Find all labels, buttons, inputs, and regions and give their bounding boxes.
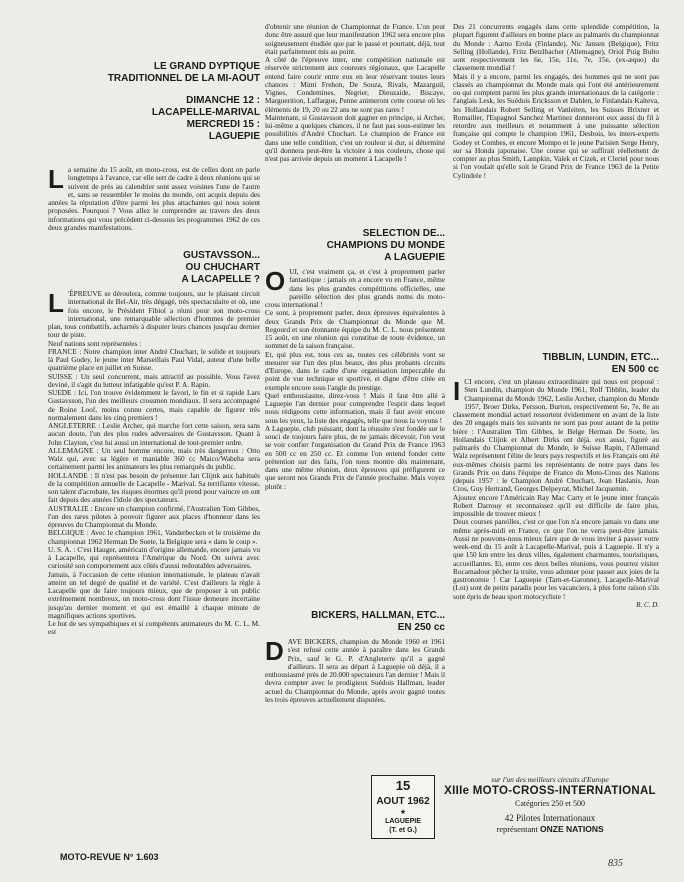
paragraph: U. S. A. : C'est Hauger, américain d'origine allemande, encore jamais vu à Lacapelle, qui représentera l'Amérique du Nord. On suivra avec curiosité son comportement aux côtés d'aussi redoutables adversaires. bbox=[48, 544, 260, 571]
heading-line: TIBBLIN, LUNDIN, ETC... bbox=[542, 352, 659, 363]
ad-event-name: XIIIe MOTO-CROSS-INTERNATIONAL bbox=[444, 785, 656, 797]
paragraph: d'obtenir une réunion de Championnat de France. L'on peut donc être assuré que leur manifestation 1962 sera encore plus soigneusement étudiée que par le passé et pourtant, déjà, tout était parfaitement mis au point. bbox=[265, 22, 445, 56]
drop-cap: I bbox=[453, 376, 461, 406]
ad-nations-label: représentant bbox=[496, 824, 538, 834]
ad-pilots: 42 Pilotes Internationaux bbox=[504, 813, 596, 823]
paragraph: BELGIQUE : Avec le champion 1961, Vanderbecken et le troisième du championnat 1962 Herman De Soete, la Belgique sera « dans le coup ». bbox=[48, 528, 260, 546]
ad-department: (T. et G.) bbox=[389, 827, 417, 834]
subtitle-line-3: MERCREDI 15 : bbox=[186, 119, 260, 130]
paragraph: a semaine du 15 août, en moto-cross, est de celles dont on parle longtemps à l'avance, car elle sert de cadre à deux réunions qui se suivent de près au calendrier sont assez voisines l'une de l'autre et, sans se ressembler le moins du monde, ont acquis depuis des années la réputation d'être parmi les plus attachantes qui nous soient proposées. Pourquoi ? Vous allez le comprendre au travers des deux informations qui vous précèdent ci-dessous les programmes 1962 de ces deux grandes manifestations. bbox=[48, 165, 260, 232]
section-heading-500cc bbox=[453, 352, 659, 376]
lacapelle-article bbox=[48, 290, 260, 637]
section-heading-250cc bbox=[265, 610, 445, 634]
lacapelle-continued bbox=[265, 23, 445, 163]
title-line-2: TRADITIONNEL DE LA MI-AOUT bbox=[107, 73, 260, 84]
author-signature: R. C. D. bbox=[636, 600, 659, 609]
section-heading-gustavsson bbox=[48, 250, 260, 286]
paragraph: ALLEMAGNE : Un seul homme encore, mais très dangereux : Otto Walz qui, avec sa légère et maniable 360 cc Maico/Wabeha sera certainement parmi les animateurs les plus remarqués du public. bbox=[48, 445, 260, 472]
paragraph: Quel enthousiasme, direz-vous ! Mais il faut être allé à Laguepie l'an dernier pour comprendre l'esprit dans lequel nous rédigeons cette information, mais il faut avoir encore sous les yeux, la liste des engagés, telle que nous la voyons ! bbox=[265, 390, 445, 425]
title-line-1: LE GRAND DYPTIQUE bbox=[153, 61, 260, 72]
ad-date-box bbox=[371, 775, 435, 839]
laguepie-article bbox=[265, 268, 445, 491]
heading-line: GUSTAVSSON... bbox=[183, 250, 260, 261]
250cc-continued bbox=[453, 23, 659, 180]
drop-cap: L bbox=[48, 164, 64, 194]
star-icon: ★ bbox=[399, 809, 407, 816]
heading-line: EN 250 cc bbox=[397, 622, 445, 633]
intro-paragraph bbox=[48, 166, 260, 232]
ad-town: LAGUEPIE bbox=[385, 818, 421, 825]
intro-heading bbox=[48, 61, 260, 143]
paragraph: SUISSE : Un seul concurrent, mais attractif au possible. Vous l'avez deviné, il s'agit du lutteur infatigable qu'est P. A. Rapin. bbox=[48, 371, 260, 389]
section-heading-laguepie bbox=[265, 228, 445, 264]
paragraph: Neuf nations sont représentées : bbox=[48, 338, 142, 348]
ad-nations bbox=[437, 824, 663, 834]
paragraph: AVE BICKERS, champion du Monde 1960 et 1961 s'est refusé cette année à paraître dans les Grands Prix, sauf le G. P. d'Angleterre qu'il a gagné d'ailleurs. Il sera au départ à Laguepie où déjà, il a enthousiasmé près de 20.000 spectateurs l'an dernier ! Mais il devra compter avec le prodigieux Suédois Hallman, leader actuel du Championnat du Monde, après avoir gagné toutes les trois épreuves actuellement disputées. bbox=[265, 637, 445, 704]
ad-day: 15 bbox=[395, 778, 411, 793]
drop-cap: O bbox=[265, 266, 286, 296]
ad-nations-count: ONZE NATIONS bbox=[540, 824, 604, 834]
page-number: 835 bbox=[608, 858, 623, 869]
paragraph: Mais il y a encore, parmi les engagés, des hommes qui ne sont pas classés au championnat du Monde mais qui l'ont été antérieurement ou qui comptent parmi les plus grands internationaux de la catégorie : l'anglais Lesk, les Suédois Ericksson et Dahlen, le Finlandais Kalteva, les Hollandais Robert Selling et Vanleiten, les Suisses Brixner et Romailler, l'Espagnol Sanchez Martinez donneront eux aussi du fil à retordre aux meilleurs et notamment à une puissante sélection française qui compte le champion 1961, Desbois, les inters-experts Godey et Combes, et encore Mompo et le jeune Parisien Serge Henry, sur sa Honda japonaise. Une course qui se suffirait réellement de compter au plus Smith, Lampkin, Valek et Cizek, et Cleriel pour nous si l'on voulait qu'elle soit le Grand Prix de France 1963 de la Petite Cylindrée ! bbox=[453, 71, 659, 180]
paragraph: Ajoutez encore l'Américain Ray Mac Carty et le jeune inter français Robert Darrouy et reconnaissez qu'il est difficile de faire plus, impossible de trouver mieux ! bbox=[453, 492, 659, 518]
heading-line: EN 500 cc bbox=[611, 364, 659, 375]
ad-categories: Catégories 250 et 500 bbox=[515, 799, 585, 808]
paragraph: UI, c'est vraiment ça, et c'est à proprement parler fantastique : jamais on a encore vu en France, même dans les plus grandes compétitions officielles, une pareille sélection des plus grands noms du moto-cross international ! bbox=[265, 267, 445, 309]
event-advertisement bbox=[371, 775, 665, 837]
magazine-footer: MOTO-REVUE N° 1.603 bbox=[60, 852, 159, 862]
subtitle-line-4: LAGUEPIE bbox=[208, 131, 260, 142]
paragraph: AUSTRALIE : Encore un champion confirmé, l'Australien Tom Gibbes, l'un des rares pilotes à pouvoir figurer aux places d'honneur dans les épreuves du Championnat du Monde. bbox=[48, 503, 260, 529]
heading-line: CHAMPIONS DU MONDE bbox=[326, 240, 445, 251]
ad-month: AOUT 1962 bbox=[376, 796, 430, 807]
paragraph: ANGLETERRE : Leslie Archer, qui marche fort cette saison, sera sans aucun doute, l'un des plus rudes adversaires de Gustavsson. Quant à John Clayton, c'est lui aussi un international de tout-premier ordre. bbox=[48, 421, 260, 447]
paragraph: 'ÉPREUVE se déroulera, comme toujours, sur le plaisant circuit international de Bel-Air, très dégagé, très spectaculaire et où, une fois encore, le Président Fibiol a réuni pour son moto-cross international, une remarquable sélection d'hommes de premier plan, tous combattifs, acharnés à disputer leurs chances jusqu'au dernier tour de piste. bbox=[48, 289, 260, 340]
paragraph: Le but de ses sympathiques et si compétents animateurs du M. C. L. M. est bbox=[48, 619, 260, 637]
paragraph: Maintenant, si Gustavsson doit gagner en principe, si Archer, lui-même a quelques chances, il ne faut pas sous-estimer les possibilités d'André Chuchart. Le champion de France est dans une telle condition, c'est un rouleur si dur, si déterminé qu'il donnera peut-être la victoire à nos couleurs, chose qui n'est pas arrivée depuis un moment à Lacapelle ! bbox=[265, 112, 445, 163]
paragraph: Jamais, à l'occasion de cette réunion internationale, le plateau n'avait atteint un tel degré de qualité et de variété. C'est d'ailleurs la règle à Lacapelle que de faire toujours mieux, que de proposer à un public extrêmement nombreux, un moto-cross dont l'issue demeure incertaine jusqu'au dernier moment et qui est émaillé à chaque minute de magnifiques actions sportives. bbox=[48, 569, 260, 620]
paragraph: FRANCE : Notre champion inter André Chuchart, le solide et toujours là Paul Godey, le jeune inter Marseillais Paul Vidal, auteur d'une belle quatrième place en juillet en Suisse. bbox=[48, 346, 260, 373]
paragraph: Deux courses pareilles, c'est ce que l'on n'a encore jamais vu dans une même après-midi en France, ce que l'on ne verra peut-être jamais. Aussi ne pouvons-nous mieux faire que de vous inviter à passer votre week-end du 15 août à Lacapelle-Marival, puis à Laguepie. Il n'y a que 150 km entre les deux villes, également charmantes, touristiques, accueillantes. Et, entre ces deux belles réunions, vous pourrez visiter Rocamadour pêcher la truite, vous adonner pour passer aux joies de la gastronomie ! Car Laguepie (Tarn-et-Garonne), Lacapelle-Marival (Lot) sont de petits paradis pour les vacanciers, à plus forte raison s'ils sont épris de beau sport motocycliste ! bbox=[453, 517, 659, 601]
subtitle-line-1: DIMANCHE 12 : bbox=[186, 95, 260, 106]
heading-line: A LAGUEPIE bbox=[384, 252, 445, 263]
paragraph: Ce sont, à proprement parler, deux épreuves équivalentes à deux Grands Prix de Championnat du Monde que M. Regourd et son étonnante équipe du M. C. L. nous présentent 15 août, en une réunion qui constitue de toute évidence, un sommet de la saison française. bbox=[265, 308, 445, 351]
ad-text bbox=[437, 775, 663, 834]
bickers-article bbox=[265, 638, 445, 704]
drop-cap: D bbox=[265, 636, 284, 666]
heading-line: BICKERS, HALLMAN, ETC... bbox=[311, 610, 445, 621]
paragraph: A Laguepie, club puissant, dont la réussite s'est fondée sur le souci de toujours faire plus, de ne jamais décevoir, l'on veut se voir confier l'organisation du Grand Prix de France 1963 en 500 cc en 250 cc. Et comme l'on entend fonder cette prétention sur des faits, l'on nous montre dès maintenant, dans une même réunion, deux épreuves qui préfigurent ce que seront nos Grands Prix de l'année prochaine. Mais voyez plutôt : bbox=[265, 423, 445, 491]
heading-line: A LACAPELLE ? bbox=[181, 274, 260, 285]
heading-line: SELECTION DE... bbox=[362, 228, 445, 239]
500cc-article bbox=[453, 378, 659, 609]
paragraph: A côté de l'épreuve inter, une compétition nationale est réservée strictement aux coureurs régionaux, que Lacapelle entend faire courir entre eux en leur réservant toutes leurs chances : Mimi Frehon, De Souza, Rivals, Mazarguil, Vignes, Condemines, Negrier, Dieuzaide, Biscaye, Marguerition, Laffargue, Penne animeront cette course où les éléments de 19, 20 ou 22 ans ne sont pas rares ! bbox=[265, 55, 445, 114]
paragraph: Et, qui plus est, tous ces as, toutes ces célébrités vont se mesurer sur l'un des plus beaux, des plus probants circuits d'Europe, dans le cadre d'une organisation impeccable du point de vue technique et sportive, et digne d'être citée en exemple encore sous l'angle du prestige. bbox=[265, 349, 445, 392]
subtitle-line-2: LACAPELLE-MARIVAL bbox=[151, 107, 260, 118]
paragraph: CI encore, c'est un plateau extraordinaire qui nous est proposé : Sten Lundin, champion du Monde 1961, Rolf Tibblin, leader du Championnat du Monde 1962, Leslie Archer, champion du Monde 1957, Broer Dirks, Persson, Burton, respectivement 6e, 7e, 8e au classement mondial actuel ressortent évidemment en avant de la liste des 20 engagés mais les suivants ne sont pas pour autant de la petite bière : l'Australien Tim Gibbes, le Belge Herman De Soete, les Hollandais Clijnk et Albert Dirks ont déjà, eux aussi, figuré au palmarès du Championnat du Monde, le Suisse Rapin, l'Allemand Walz représentent l'élite de leurs pays respectifs et les Français ont été eux-mêmes choisis parmi les représentants de notre pays dans les Grands Prix ou dans l'équipe de France du Moto-Cross des Nations (depuis 1957 : le Champion André Chuchart, Jean Haslanis, Jean Cros, Guy Hertrand, Georges Delpeyrat, Michel Jacquemin. bbox=[453, 377, 659, 494]
ad-tagline: sur l'un des meilleurs circuits d'Europe bbox=[491, 775, 609, 784]
drop-cap: L bbox=[48, 288, 64, 318]
paragraph: SUEDE : Ici, l'on trouve évidemment le favori, le fin et si rapide Lars Gustavsson, l'un des meilleurs crossmen mondiaux. Il sera accompagné de Roine Loof, moins connu certes, mais capable de figurer très normalement dans les cinq premiers ! bbox=[48, 388, 260, 422]
paragraph: Des 21 concurrents engagés dans cette splendide compétition, la plupart figurent d'ailleurs en bonne place au palmarès du championnat du Monde : Aarno Erola (Finlande), Nic Jansen (Belgique), Fritz Selling (Hollande), Fritz Betzlbacher (Allemagne), Oriol Puig Bulto sont respectivement les 6e, 15e, 11e, 7e, 15e, (ex-æquo) du classement mondial ! bbox=[453, 22, 659, 73]
paragraph: HOLLANDE : Il n'est pas besoin de présenter Jan Clijnk aux habitués de la compétition annuelle de Lacapelle - Marival. Sa terrifiante vitesse, son talent d'acrobate, les risques énormes qu'il prend pour vaincre en ont fait depuis des années l'idole des spectateurs. bbox=[48, 470, 260, 505]
heading-line: OU CHUCHART bbox=[185, 262, 260, 273]
